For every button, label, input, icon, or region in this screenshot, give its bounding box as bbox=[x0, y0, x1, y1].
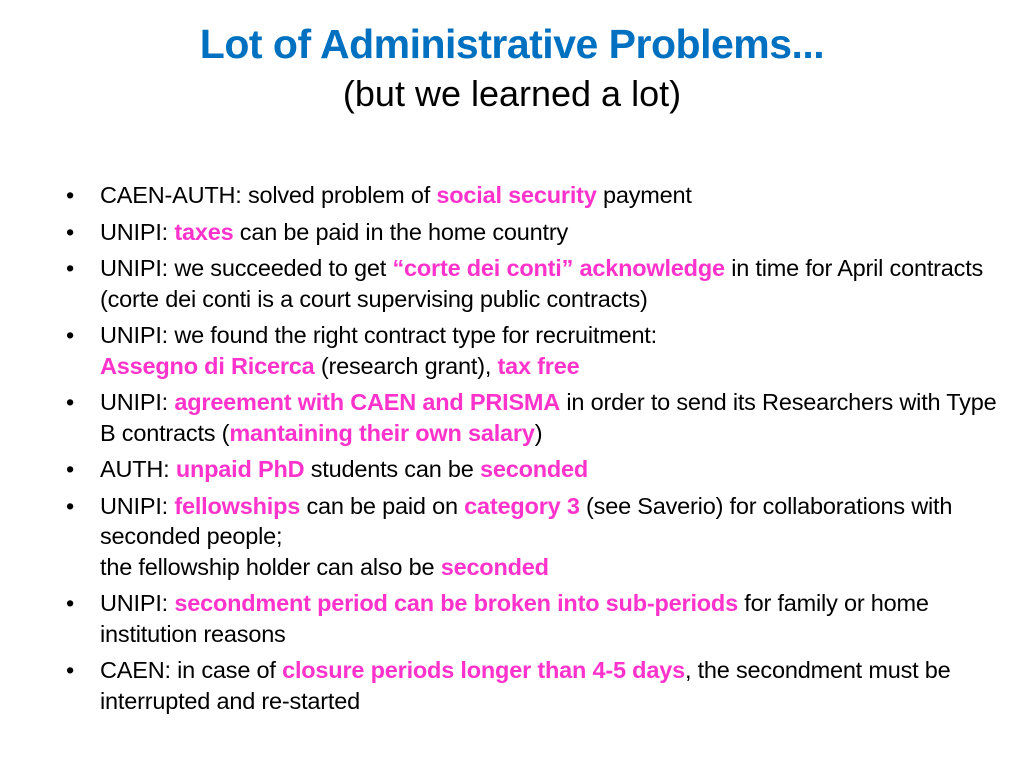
bullet-highlight: taxes bbox=[174, 218, 234, 245]
bullet-highlight: tax free bbox=[497, 352, 580, 379]
bullet-text: (see Saverio) for collaborations with seconded people; bbox=[100, 492, 953, 549]
bullet-dot-icon: • bbox=[65, 255, 75, 281]
bullet-dot-icon: • bbox=[65, 456, 75, 482]
bullet-dot-icon: • bbox=[65, 389, 75, 415]
bullet-dot-icon: • bbox=[65, 590, 75, 616]
bullet-highlight: seconded bbox=[479, 456, 589, 482]
title-main: Lot of Administrative Problems... bbox=[199, 21, 825, 67]
bullet-item bbox=[60, 454, 1000, 485]
bullet-list bbox=[60, 180, 1000, 722]
bullet-dot-icon: • bbox=[65, 492, 75, 519]
bullet-text: UNIPI: bbox=[100, 492, 175, 519]
bullet-text: UNIPI: bbox=[100, 218, 175, 245]
bullet-item bbox=[60, 253, 1000, 314]
bullet-text: CAEN-AUTH: solved problem of bbox=[100, 182, 437, 208]
bullet-item bbox=[60, 180, 1000, 211]
bullet-item bbox=[60, 217, 1000, 248]
bullet-highlight: Assegno di Ricerca bbox=[100, 352, 315, 379]
bullet-item bbox=[60, 588, 1000, 649]
bullet-item bbox=[60, 491, 1000, 583]
bullet-highlight: “corte dei conti” acknowledge bbox=[392, 255, 725, 281]
bullet-text: ) bbox=[534, 419, 543, 446]
bullet-text: UNIPI: we found the right contract type for recruitment: bbox=[100, 322, 657, 348]
bullet-dot-icon: • bbox=[65, 657, 75, 683]
slide-title bbox=[0, 18, 1024, 118]
bullet-item bbox=[60, 655, 1000, 716]
bullet-text: students can be bbox=[304, 456, 480, 482]
bullet-highlight: unpaid PhD bbox=[175, 456, 305, 482]
bullet-text: can be paid on bbox=[300, 492, 465, 519]
bullet-text: UNIPI: bbox=[100, 389, 175, 415]
bullet-text: for family or home institution reasons bbox=[100, 590, 929, 647]
bullet-highlight: category 3 bbox=[464, 492, 580, 519]
bullet-text: UNIPI: we succeeded to get bbox=[100, 255, 393, 281]
bullet-text: the fellowship holder can also be bbox=[100, 553, 441, 580]
bullet-highlight: agreement with CAEN and PRISMA bbox=[174, 389, 561, 415]
bullet-item bbox=[60, 387, 1000, 448]
bullet-highlight: fellowships bbox=[174, 492, 301, 519]
bullet-text: , the secondment must be interrupted and re-started bbox=[100, 657, 951, 714]
bullet-text: AUTH: bbox=[100, 456, 176, 482]
bullet-highlight: mantaining their own salary bbox=[229, 419, 535, 446]
title-subtitle: (but we learned a lot) bbox=[342, 73, 682, 114]
bullet-text: CAEN: in case of bbox=[100, 657, 283, 683]
bullet-text: payment bbox=[596, 182, 692, 208]
bullet-text: (research grant), bbox=[314, 352, 498, 379]
bullet-highlight: seconded bbox=[440, 553, 549, 580]
bullet-dot-icon: • bbox=[65, 182, 75, 208]
bullet-text: can be paid in the home country bbox=[233, 218, 569, 245]
bullet-highlight: secondment period can be broken into sub-periods bbox=[174, 590, 738, 616]
bullet-highlight: closure periods longer than 4-5 days bbox=[282, 657, 685, 683]
bullet-item bbox=[60, 320, 1000, 381]
bullet-text: in order to send its Researchers with Type B contracts ( bbox=[100, 389, 997, 446]
bullet-dot-icon: • bbox=[65, 322, 75, 348]
bullet-dot-icon: • bbox=[65, 218, 75, 245]
bullet-text: in time for April contracts (corte dei conti is a court supervising public contracts) bbox=[100, 255, 984, 312]
bullet-highlight: social security bbox=[436, 182, 597, 208]
bullet-text: UNIPI: bbox=[100, 590, 175, 616]
